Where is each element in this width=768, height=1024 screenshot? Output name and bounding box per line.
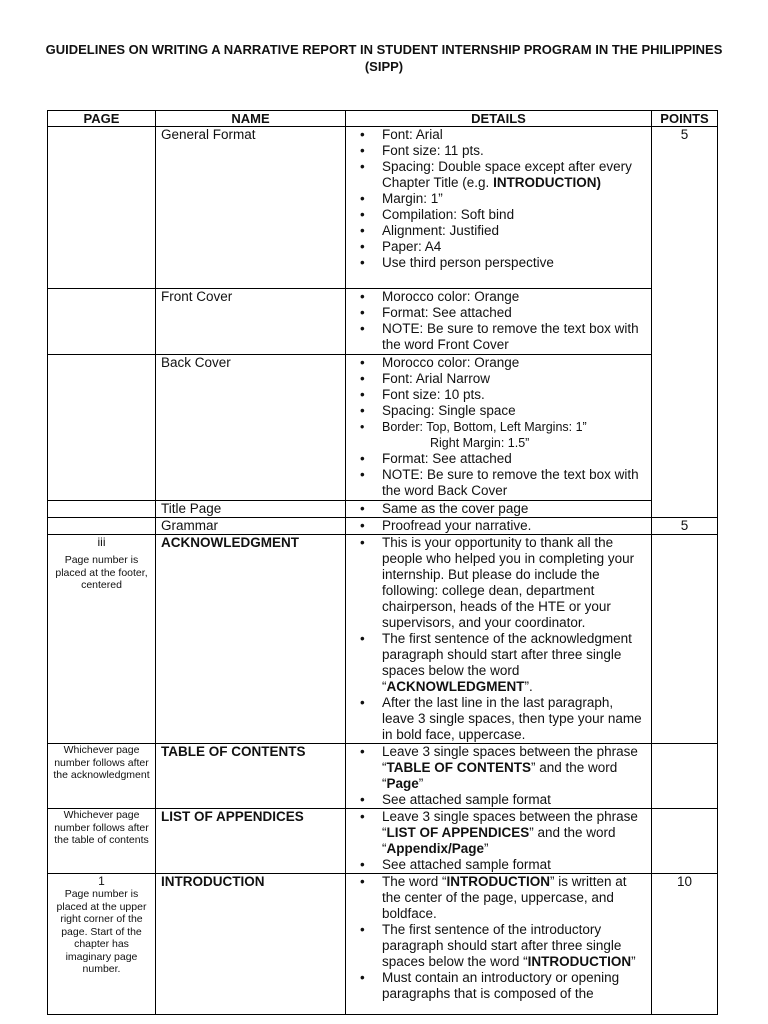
table-row bbox=[48, 355, 718, 501]
list-item: • Use third person perspective bbox=[348, 255, 649, 271]
list-item: • This is your opportunity to thank all the people who helped you in completing your internship. But please do include the following: college dean, department chairperson, heads of the HTE or your supervisors, and your coordinator. bbox=[348, 535, 649, 631]
details-cell bbox=[346, 501, 652, 518]
guidelines-table bbox=[47, 110, 718, 1015]
details-cell bbox=[346, 874, 652, 1015]
page-number: 1 bbox=[98, 874, 105, 888]
row-name: INTRODUCTION bbox=[156, 874, 346, 1015]
row-name: LIST OF APPENDICES bbox=[156, 809, 346, 874]
details-list bbox=[348, 518, 649, 534]
list-item: • Same as the cover page bbox=[348, 501, 649, 517]
list-item bbox=[348, 419, 649, 451]
list-item: • Paper: A4 bbox=[348, 239, 649, 255]
table-row bbox=[48, 535, 718, 744]
list-item: • Format: See attached bbox=[348, 451, 649, 467]
list-item bbox=[348, 159, 649, 191]
details-list bbox=[348, 809, 649, 873]
list-item: • NOTE: Be sure to remove the text box with the word Back Cover bbox=[348, 467, 649, 499]
header-points: POINTS bbox=[652, 111, 718, 127]
list-item bbox=[348, 631, 649, 695]
row-name: ACKNOWLEDGMENT bbox=[156, 535, 346, 744]
detail-text: ”. bbox=[524, 679, 533, 694]
list-item: • NOTE: Be sure to remove the text box with the word Front Cover bbox=[348, 321, 649, 353]
table-row bbox=[48, 127, 718, 289]
detail-emphasis: Page bbox=[386, 776, 419, 791]
detail-emphasis: INTRODUCTION) bbox=[493, 175, 602, 190]
table-row bbox=[48, 289, 718, 355]
list-item: • See attached sample format bbox=[348, 792, 649, 808]
points-cell bbox=[652, 744, 718, 809]
list-item: • Spacing: Single space bbox=[348, 403, 649, 419]
page-cell bbox=[48, 518, 156, 535]
page-note: Page number is placed at the footer, centered bbox=[55, 554, 148, 591]
list-item: • Must contain an introductory or opening paragraphs that is composed of the bbox=[348, 970, 649, 1002]
list-item: • Font: Arial bbox=[348, 127, 649, 143]
page-cell bbox=[48, 744, 156, 809]
detail-text: ” bbox=[484, 841, 489, 856]
points-cell: 10 bbox=[652, 874, 718, 1015]
table-row bbox=[48, 744, 718, 809]
list-item: • Font: Arial Narrow bbox=[348, 371, 649, 387]
page-cell bbox=[48, 535, 156, 744]
detail-text: ” and the word “ bbox=[382, 760, 618, 791]
detail-text: Spacing: Double space except after every Chapter Title (e.g. bbox=[382, 159, 632, 190]
page-cell bbox=[48, 355, 156, 501]
page-cell bbox=[48, 809, 156, 874]
list-item bbox=[348, 809, 649, 857]
detail-emphasis: Appendix/Page bbox=[386, 841, 485, 856]
details-list bbox=[348, 535, 649, 743]
details-cell bbox=[346, 518, 652, 535]
list-item: • Morocco color: Orange bbox=[348, 289, 649, 305]
details-cell bbox=[346, 289, 652, 355]
detail-text: The first sentence of the acknowledgment paragraph should start after three single spaces below the word “ bbox=[382, 631, 632, 694]
detail-text: ” and the word “ bbox=[382, 825, 616, 856]
row-name: TABLE OF CONTENTS bbox=[156, 744, 346, 809]
table-row bbox=[48, 501, 718, 518]
points-cell: 5 bbox=[652, 518, 718, 535]
points-cell: 5 bbox=[652, 127, 718, 518]
detail-text: ” bbox=[631, 954, 636, 969]
page-number: iii bbox=[97, 535, 106, 549]
detail-text: Right Margin: 1.5” bbox=[430, 436, 530, 450]
list-item: • Format: See attached bbox=[348, 305, 649, 321]
details-cell bbox=[346, 535, 652, 744]
row-name: Title Page bbox=[156, 501, 346, 518]
detail-emphasis: INTRODUCTION bbox=[446, 874, 551, 889]
detail-text: Leave 3 single spaces between the phrase “ bbox=[382, 744, 638, 775]
list-item: • Morocco color: Orange bbox=[348, 355, 649, 371]
details-list bbox=[348, 744, 649, 808]
table-row bbox=[48, 518, 718, 535]
detail-text: The word “ bbox=[382, 874, 447, 889]
document-title: GUIDELINES ON WRITING A NARRATIVE REPORT IN STUDENT INTERNSHIP PROGRAM IN THE PHILIPPINES (SIPP) bbox=[45, 42, 723, 74]
list-item bbox=[348, 874, 649, 922]
table-header-row bbox=[48, 111, 718, 127]
detail-text: ” bbox=[418, 776, 424, 791]
list-item bbox=[348, 744, 649, 792]
page-note: Whichever page number follows after the acknowledgment bbox=[53, 744, 150, 781]
list-item: • Font size: 10 pts. bbox=[348, 387, 649, 403]
row-name: Back Cover bbox=[156, 355, 346, 501]
detail-emphasis: TABLE OF CONTENTS bbox=[386, 760, 531, 775]
page-cell bbox=[48, 289, 156, 355]
list-item: • After the last line in the last paragraph, leave 3 single spaces, then type your name in bold face, uppercase. bbox=[348, 695, 649, 743]
details-list bbox=[348, 127, 649, 271]
details-list bbox=[348, 355, 649, 499]
detail-text: Leave 3 single spaces between the phrase “ bbox=[382, 809, 638, 840]
table-row bbox=[48, 874, 718, 1015]
list-item: • Font size: 11 pts. bbox=[348, 143, 649, 159]
detail-emphasis: INTRODUCTION bbox=[527, 954, 632, 969]
details-list bbox=[348, 501, 649, 517]
detail-emphasis: ACKNOWLEDGMENT bbox=[386, 679, 525, 694]
row-name: Front Cover bbox=[156, 289, 346, 355]
details-cell bbox=[346, 809, 652, 874]
page-cell bbox=[48, 874, 156, 1015]
page-cell bbox=[48, 127, 156, 289]
detail-text: Border: Top, Bottom, Left Margins: 1” bbox=[382, 420, 587, 434]
details-list bbox=[348, 874, 649, 1002]
table-row bbox=[48, 809, 718, 874]
header-page: PAGE bbox=[48, 111, 156, 127]
detail-text: ” is written at the center of the page, uppercase, and boldface. bbox=[382, 874, 627, 921]
list-item: • See attached sample format bbox=[348, 857, 649, 873]
header-details: DETAILS bbox=[346, 111, 652, 127]
details-cell bbox=[346, 355, 652, 501]
header-name: NAME bbox=[156, 111, 346, 127]
row-name: General Format bbox=[156, 127, 346, 289]
list-item: • Margin: 1” bbox=[348, 191, 649, 207]
details-cell bbox=[346, 127, 652, 289]
page-note: Whichever page number follows after the table of contents bbox=[54, 809, 149, 846]
list-item: • Compilation: Soft bind bbox=[348, 207, 649, 223]
list-item: • Proofread your narrative. bbox=[348, 518, 649, 534]
detail-text: The first sentence of the introductory paragraph should start after three single spaces below the word “ bbox=[382, 922, 622, 969]
list-item: • Alignment: Justified bbox=[348, 223, 649, 239]
page-note: Page number is placed at the upper right corner of the page. Start of the chapter has imaginary page number. bbox=[56, 888, 147, 975]
list-item bbox=[348, 922, 649, 970]
details-cell bbox=[346, 744, 652, 809]
details-list bbox=[348, 289, 649, 353]
points-cell bbox=[652, 535, 718, 744]
points-cell bbox=[652, 809, 718, 874]
page-cell bbox=[48, 501, 156, 518]
row-name: Grammar bbox=[156, 518, 346, 535]
detail-emphasis: LIST OF APPENDICES bbox=[386, 825, 530, 840]
